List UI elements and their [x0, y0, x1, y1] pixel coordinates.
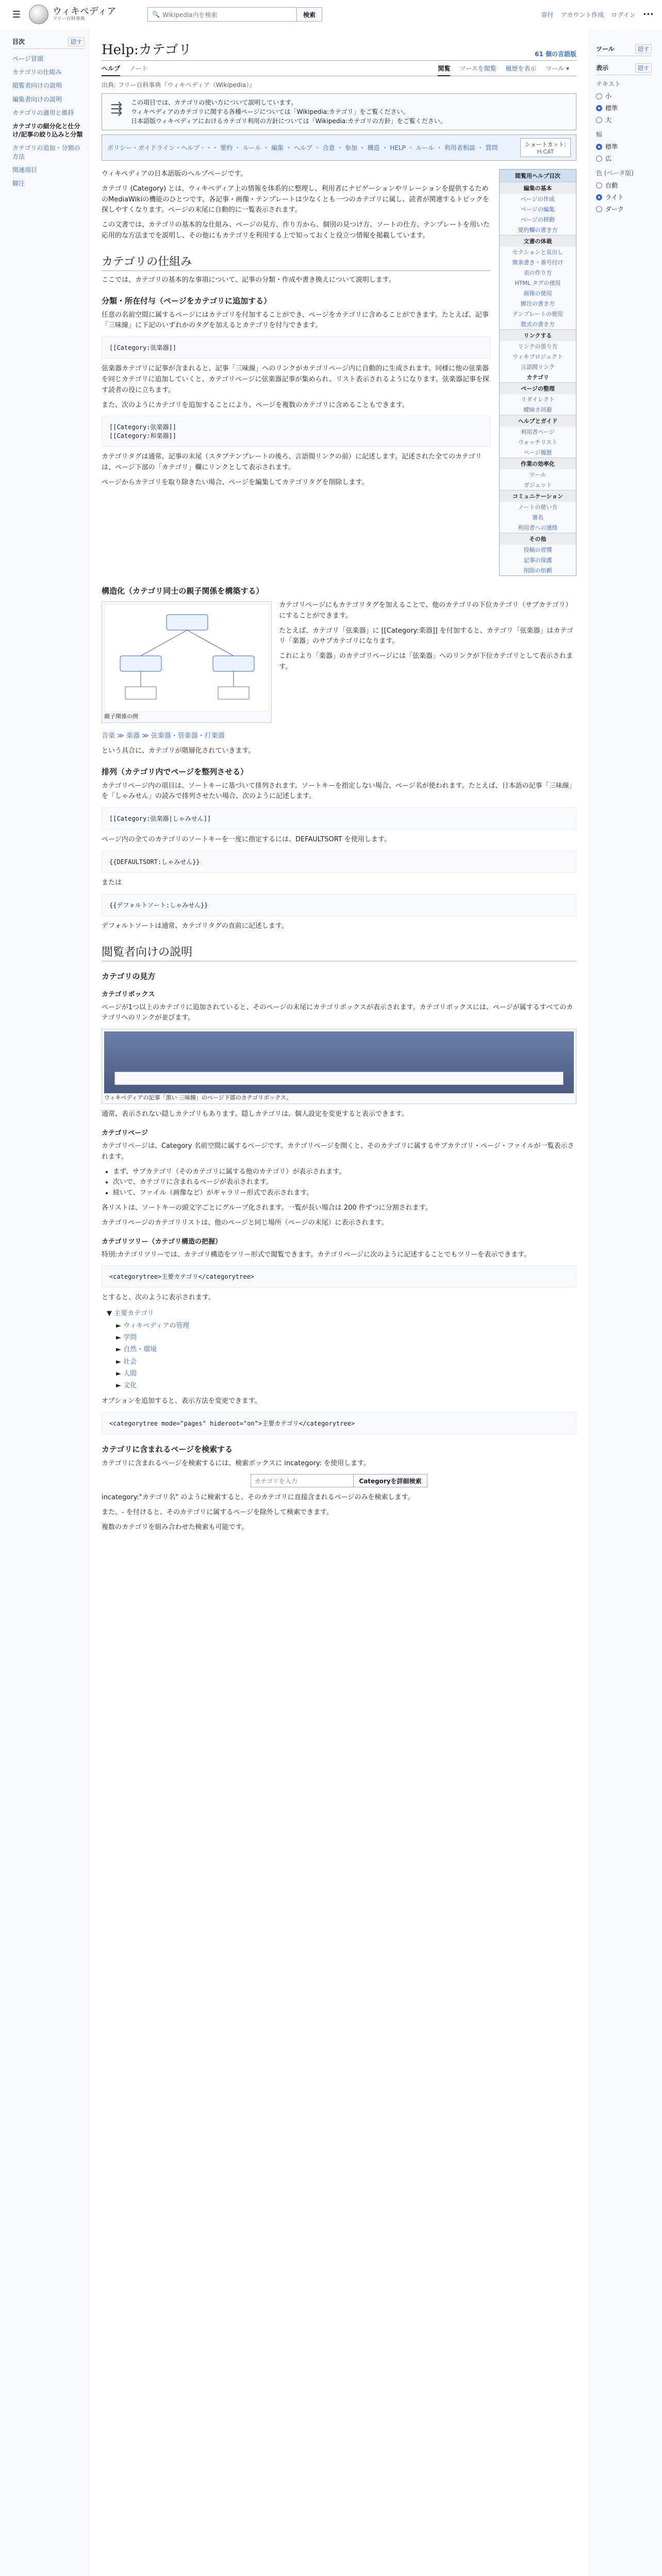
navbox-sec-4: ヘルプとガイド — [500, 415, 576, 427]
option-label: 標準 — [605, 143, 618, 150]
catpage-p3: カテゴリページのカテゴリリストは、他のページと同じ場所（ページの末尾）に表示されます。 — [102, 1218, 388, 1227]
list-item: • まず、サブカテゴリ（そのカテゴリに属する他のカテゴリ）が表示されます。 — [113, 1167, 576, 1178]
navbox-item[interactable]: ページの移動 — [521, 216, 555, 223]
navbox-item[interactable]: 利用者ページ — [521, 429, 555, 435]
category-breadcrumb[interactable]: 音楽 ≫ 楽器 ≫ 弦楽器・管楽器・打楽器 — [102, 732, 225, 740]
option-label: ダーク — [605, 206, 624, 213]
navbox-item[interactable]: ガジェット — [523, 482, 552, 488]
navbox-item-current: カテゴリ — [526, 374, 549, 381]
subsubsection-cattree: カテゴリツリー（カテゴリ構造の把握） — [102, 1238, 222, 1246]
classification-p5: ページからカテゴリを取り除きたい場合、ページを編集してカテゴリタグを削除します。 — [102, 478, 369, 486]
navbox-item[interactable]: ページ履歴 — [523, 449, 552, 456]
logo-subtitle: フリー百科事典 — [53, 16, 85, 22]
radio-selected-icon — [596, 194, 602, 200]
tools-hide-button[interactable]: 隠す — [635, 44, 652, 54]
navbox-item[interactable]: 画像の使用 — [523, 290, 552, 297]
color-dark[interactable] — [596, 203, 652, 215]
section-mechanism-title: カテゴリの仕組み — [102, 253, 491, 271]
code-block-1: [[Category:弦楽器]] — [102, 336, 491, 359]
color-light[interactable] — [596, 191, 652, 203]
toc-title: 目次 — [12, 38, 25, 45]
code-block-6: <categorytree>主要カテゴリ</categorytree> — [102, 1265, 576, 1287]
radio-icon — [596, 206, 602, 212]
structure-p3: これにより「楽器」のカテゴリページには「弦楽器」へのリンクが下位カテゴリとして表示されます。 — [279, 652, 573, 671]
catbox-screenshot-figure — [102, 1029, 576, 1104]
hierarchy-figure — [102, 601, 272, 723]
classification-p2: 弦楽器カテゴリに記事が含まれると、記事「三味線」へのリンクがカテゴリページ内に自動的に生成されます。同様に他の弦楽器を同じカテゴリに追加していくと、カテゴリページに弦楽器記事が集められ、リスト表示されるようになります。弦楽器記事を探す読者の役に立ちます。 — [102, 365, 489, 394]
navbox-item[interactable]: リンクの張り方 — [518, 343, 558, 350]
toc-item-add-split[interactable]: カテゴリの追加・分割の方法 — [12, 144, 80, 160]
navbox-sec-7: その他 — [500, 533, 576, 545]
appearance-header — [596, 61, 652, 75]
policy-nav-text[interactable]: ポリシー・ガイドライン・ヘルプ・・・ 要約 ・ ルール ・ 編集 ・ ヘルプ ・ 合意 ・ 参加 ・ 構造 ・ HELP ・ ルール ・ 利用者相談 ・ 質問 — [107, 144, 498, 151]
sorting-p3: デフォルトソートは通常、カテゴリタグの直前に記述します。 — [102, 922, 288, 930]
tab-talk[interactable]: ノート — [129, 65, 148, 72]
main-menu-icon[interactable]: ☰ — [12, 9, 21, 20]
wikipedia-logo[interactable] — [29, 5, 132, 24]
tree-node[interactable]: 社会 — [123, 1358, 137, 1366]
tree-root[interactable]: 主要カテゴリ — [114, 1310, 154, 1318]
classification-p1: 任意の名前空間に属するページにはカテゴリを付加することができ、ページをカテゴリに含めることができます。たとえば、記事「三味線」に下記のいずれかのタグを加えるとカテゴリを付与できます。 — [102, 311, 489, 330]
intro-p2: カテゴリ (Category) とは、ウィキペディア上の情報を体系的に整理し、利用者にナビゲーションやリレーションを提供するためのMediaWikiの機能のひとつです。各記事・画像・テンプレートは少なくとも一つのカテゴリに属し、読者が関連するトピックを探しやすくなります。ページの末尾に自動的に一覧表示されます。 — [102, 184, 489, 214]
classification-p3: また、次のようにカテゴリを追加することにより、ページを複数のカテゴリに含めることもできます。 — [102, 401, 409, 409]
subsection-classification: 分類・所在付与（ページをカテゴリに追加する） — [102, 296, 272, 306]
navbox-item[interactable]: ページの作成 — [521, 196, 555, 202]
hatnote-line1: この項目では、カテゴリの使い方について説明しています。 — [131, 99, 297, 106]
navbox-item[interactable]: テンプレートの使用 — [512, 311, 563, 317]
subsubsection-catpage: カテゴリページ — [102, 1129, 148, 1137]
tree-node[interactable]: 文化 — [123, 1382, 137, 1390]
navbox-item[interactable]: 利用者への連絡 — [518, 524, 558, 531]
search-p1: カテゴリに含まれるページを検索するには、検索ボックスに incategory: を使用します。 — [102, 1459, 371, 1467]
appearance-panel — [589, 29, 656, 2576]
search-button[interactable]: 検索 — [297, 7, 322, 22]
subsection-viewing: カテゴリの見方 — [102, 971, 156, 981]
sorting-or: または — [102, 878, 122, 887]
navbox-item[interactable]: 数式の書き方 — [521, 321, 555, 328]
navbox-item[interactable]: 削除の依頼 — [523, 567, 552, 574]
navbox-sec-5: 作業の効率化 — [500, 457, 576, 469]
appearance-hide-button[interactable]: 隠す — [635, 63, 652, 73]
catbox-p1: ページが1つ以上のカテゴリに追加されていると、そのページの末尾にカテゴリボックスが表示されます。カテゴリボックスには、ページが属するすべてのカテゴリへのリンクが並びます。 — [102, 1003, 573, 1022]
catpage-p2: 各リストは、ソートキーの頭文字ごとにグループ化されます。一覧が長い場合は 200 件ずつに分割されます。 — [102, 1204, 432, 1212]
search-p2: incategory:"カテゴリ名" のように検索すると、そのカテゴリに直接含まれるページのみを検索します。 — [102, 1494, 415, 1502]
navbox-sec-6: コミュニケーション — [500, 490, 576, 502]
page-title: Help:カテゴリ — [102, 42, 192, 58]
shortcut-label: ショートカット: — [524, 141, 566, 148]
color-label: 色 (ベータ版) — [596, 170, 634, 177]
expand-icon[interactable]: ► — [116, 1370, 124, 1378]
section-readers-title: 閲覧者向けの説明 — [102, 943, 576, 961]
radio-icon — [596, 156, 602, 162]
globe-icon — [29, 5, 48, 24]
appearance-title: 表示 — [596, 64, 609, 72]
figure-caption: 親子関係の例 — [104, 713, 138, 720]
navbox-item[interactable]: ノートの使い方 — [518, 504, 558, 511]
navbox-sec-3: ページの整理 — [500, 382, 576, 394]
list-item: • 続いて、ファイル（画像など）がギャラリー形式で表示されます。 — [113, 1188, 576, 1199]
navbox-sec-1: 文書の体裁 — [500, 235, 576, 247]
structure-p4: という具合に、カテゴリが階層化されていきます。 — [102, 747, 255, 755]
text-size-large[interactable] — [596, 114, 652, 126]
text-size-small[interactable] — [596, 90, 652, 102]
policy-nav-strip — [102, 134, 576, 161]
navbox-sec-2: リンクする — [500, 329, 576, 341]
catbox-screenshot — [104, 1031, 574, 1093]
expand-icon[interactable]: ▼ — [107, 1310, 114, 1318]
catbox-p2: 通常、表示されない隠しカテゴリもあります。隠しカテゴリは、個人設定を変更すると表示できます。 — [102, 1110, 408, 1118]
toc-item-subdivide[interactable]: カテゴリの細分化と仕分け/記事の絞り込みと分類 — [12, 122, 83, 139]
catpage-p1: カテゴリページは、Category 名前空間に属するページです。カテゴリページを開くと、そのカテゴリに属するサブカテゴリ・ページ・ファイルが一覧表示されます。 — [102, 1142, 574, 1161]
option-label: 大 — [605, 116, 612, 124]
navbox-sec-0: 編集の基本 — [500, 182, 576, 194]
more-menu-icon[interactable]: ••• — [642, 11, 654, 18]
navbox-item[interactable]: ウィキプロジェクト — [512, 353, 564, 360]
title-row — [102, 34, 576, 61]
hatnote-line2: ウィキペディアのカテゴリに関する各種ページについては「Wikipedia:カテゴリ」をご覧ください。 — [131, 108, 409, 115]
expand-icon[interactable]: ► — [116, 1321, 124, 1330]
color-auto[interactable] — [596, 179, 652, 191]
category-search-form — [102, 1474, 576, 1487]
navbox-item[interactable]: 脚注の書き方 — [521, 300, 555, 307]
sorting-p1: カテゴリページ内の項目は、ソートキーに基づいて排列されます。ソートキーを指定しない場合、ページ名が使われます。たとえば、日本語の記事「三味線」を「しゃみせん」の読みで排列させたい場合、次のように記述します。 — [102, 782, 576, 801]
navbox-item[interactable]: 投稿の習慣 — [523, 547, 552, 553]
radio-icon — [596, 117, 602, 123]
navbox-item[interactable]: 表の作り方 — [523, 269, 552, 276]
page-tabs — [102, 61, 576, 76]
site-header — [0, 0, 662, 29]
toc-item-notes[interactable]: 脚注 — [12, 179, 25, 187]
expand-icon[interactable]: ► — [116, 1358, 124, 1366]
option-label: ライト — [605, 194, 624, 201]
intro-p1: ウィキペディアの日本語版のヘルプページです。 — [102, 170, 247, 178]
radio-selected-icon — [596, 105, 602, 111]
main-content — [89, 29, 589, 2576]
tree-node[interactable]: 自然・環境 — [123, 1346, 157, 1354]
intro-p3: この文書では、カテゴリの基本的な仕組み、ページの見方、作り方から、個別の見つけ方、ソートの仕方、テンプレートを用いた応用的な方法までを説明し、その他にもカテゴリを利用する上で知っておくと役立つ情報を掲載しています。 — [102, 221, 490, 240]
user-links — [541, 10, 654, 19]
option-label: 標準 — [605, 105, 618, 112]
text-size-label: テキスト — [596, 80, 621, 88]
catbox-caption: ウィキペディアの記事「黒い 三味線」のページ下部のカテゴリボックス。 — [104, 1094, 292, 1101]
search-placeholder: Wikipedia内を検索 — [162, 11, 218, 19]
mechanism-intro: ここでは、カテゴリの基本的な事項について、記事の分類・作成や書き換えについて説明します。 — [102, 276, 395, 284]
search-p3: また、- を付けると、そのカテゴリに属するページを除外して検索できます。 — [102, 1509, 334, 1517]
toc-item-readers[interactable]: 閲覧者向けの説明 — [12, 82, 62, 90]
navbox-item[interactable]: 記事の保護 — [523, 557, 552, 564]
radio-icon — [596, 182, 602, 189]
subsubsection-catbox: カテゴリボックス — [102, 990, 155, 998]
toc-item-mechanism[interactable]: カテゴリの仕組み — [12, 69, 62, 76]
structure-p1: カテゴリページにもカテゴリタグを加えることで、他のカテゴリの下位カテゴリ（サブカテゴリ）にすることができます。 — [279, 601, 572, 620]
hatnote-line3: 日本語版ウィキペディアにおけるカテゴリ利用の方針については「Wikipedia:カテゴリの方針」をご覧ください。 — [131, 117, 446, 125]
option-label: 小 — [605, 93, 612, 100]
toc-header — [12, 37, 85, 49]
subsection-sorting: 排列（カテゴリ内でページを整列させる） — [102, 767, 249, 776]
navbox-item[interactable]: ページの編集 — [521, 206, 555, 213]
code-block-4: {{DEFAULTSORT:しゃみせん}} — [102, 851, 576, 873]
donate-link[interactable]: 寄付 — [541, 11, 554, 19]
language-button[interactable]: 61 個の言語版 — [535, 50, 576, 58]
tab-view-source[interactable]: ソースを閲覧 — [459, 65, 496, 72]
list-item: • 次いで、カテゴリに含まれるページが表示されます。 — [113, 1177, 576, 1188]
login-link[interactable]: ログイン — [611, 11, 636, 19]
structure-p2: たとえば、カテゴリ「弦楽器」に [[Category:楽器]] を付加すると、カテゴリ「弦楽器」はカテゴリ「楽器」のサブカテゴリになります。 — [279, 626, 573, 646]
toc-item-top[interactable]: ページ冒頭 — [12, 55, 43, 62]
cattree-p3: オプションを追加すると、表示方法を変更できます。 — [102, 1397, 261, 1405]
navbox-item[interactable]: ツール — [529, 471, 547, 478]
navbox-item[interactable]: 署名 — [532, 514, 543, 521]
tab-help[interactable]: ヘルプ — [102, 65, 120, 76]
tab-tools[interactable]: ツール ▾ — [545, 65, 569, 72]
toc-item-editors[interactable]: 編集者向けの説明 — [12, 95, 62, 103]
subsection-search: カテゴリに含まれるページを検索する — [102, 1444, 233, 1454]
create-account-link[interactable]: アカウント作成 — [560, 11, 604, 19]
cattree-p2: とすると、次のように表示されます。 — [102, 1294, 215, 1302]
navbox-item[interactable]: 言語間リンク — [521, 364, 555, 370]
help-navbox — [499, 169, 576, 576]
width-label: 幅 — [596, 131, 603, 138]
cattree-p1: 特別:カテゴリツリーでは、カテゴリ構造をツリー形式で閲覧できます。カテゴリページに次のように記述することでもツリーを表示できます。 — [102, 1250, 531, 1259]
category-tree — [102, 1308, 576, 1392]
code-block-2: [[Category:弦楽器]] [[Category:和楽器]] — [102, 416, 491, 447]
width-wide[interactable] — [596, 152, 652, 164]
disambiguation-icon: ⇶ — [110, 100, 123, 117]
page-subtitle: 出典: フリー百科事典『ウィキペディア（Wikipedia）』 — [102, 81, 256, 89]
navbox-item[interactable]: ウォッチリスト — [518, 439, 558, 446]
catpage-list — [102, 1167, 576, 1199]
navbox-item[interactable]: セクションと見出し — [512, 249, 564, 256]
search-input[interactable] — [147, 7, 297, 22]
category-search-button[interactable]: Categoryを詳細検索 — [354, 1474, 427, 1487]
tools-title: ツール — [596, 45, 615, 53]
classification-p4: カテゴリタグは通常、記事の末尾（スタブテンプレートの後ろ、言語間リンクの前）に記述します。記述された全てのカテゴリは、ページ下部の「カテゴリ」欄にリンクとして表示されます。 — [102, 453, 482, 472]
hierarchy-diagram — [104, 604, 269, 712]
option-label: 広 — [605, 155, 612, 162]
navbox-item[interactable]: リダイレクト — [521, 396, 555, 403]
tree-node[interactable]: ウィキペディアの管理 — [123, 1321, 190, 1330]
navbox-item[interactable]: 要約欄の書き方 — [518, 227, 558, 233]
tree-node[interactable]: 学問 — [123, 1333, 137, 1342]
logo-title: ウィキペディア — [53, 6, 117, 18]
toc-panel — [6, 29, 89, 2576]
tab-history[interactable]: 履歴を表示 — [505, 65, 537, 72]
toc-hide-button[interactable]: 隠す — [68, 37, 85, 46]
expand-icon[interactable]: ► — [116, 1333, 124, 1342]
search-icon: 🔍 — [152, 11, 160, 18]
tab-read[interactable]: 閲覧 — [438, 65, 450, 76]
toc-item-apply[interactable]: カテゴリの適用と維持 — [12, 109, 74, 116]
navbox-item[interactable]: 曖昧さ回避 — [523, 406, 552, 413]
expand-icon[interactable]: ► — [116, 1346, 124, 1354]
hatnote — [102, 93, 576, 130]
navbox-item[interactable]: HTML タグの使用 — [515, 280, 561, 286]
text-size-standard[interactable] — [596, 102, 652, 114]
category-search-input[interactable]: カテゴリを入力 — [251, 1474, 354, 1487]
width-standard[interactable] — [596, 141, 652, 152]
tools-header — [596, 42, 652, 56]
search-form — [147, 7, 322, 22]
toc-item-related[interactable]: 関連項目 — [12, 166, 38, 174]
help-navbox-head: 閲覧用ヘルプ目次 — [500, 170, 576, 182]
radio-selected-icon — [596, 144, 602, 150]
search-p4: 複数のカテゴリを組み合わせた検索も可能です。 — [102, 1523, 249, 1532]
code-block-5: {{デフォルトソート:しゃみせん}} — [102, 894, 576, 916]
subsection-structure: 構造化（カテゴリ同士の親子関係を構築する） — [102, 586, 264, 596]
tree-node[interactable]: 人間 — [123, 1370, 137, 1378]
shortcut-link[interactable]: H:CAT — [537, 148, 554, 155]
code-block-7: <categorytree mode="pages" hideroot="on">主要カテゴリ</categorytree> — [102, 1412, 576, 1434]
shortcut-box — [520, 138, 571, 157]
option-label: 自動 — [605, 182, 618, 189]
radio-icon — [596, 93, 602, 99]
code-block-3: [[Category:弦楽器|しゃみせん]] — [102, 807, 576, 829]
expand-icon[interactable]: ► — [116, 1382, 124, 1390]
sorting-p2: ページ内の全てのカテゴリのソートキーを一度に指定するには、DEFAULTSORT を使用します。 — [102, 836, 391, 844]
navbox-item[interactable]: 箇条書き・番号付け — [512, 259, 564, 266]
